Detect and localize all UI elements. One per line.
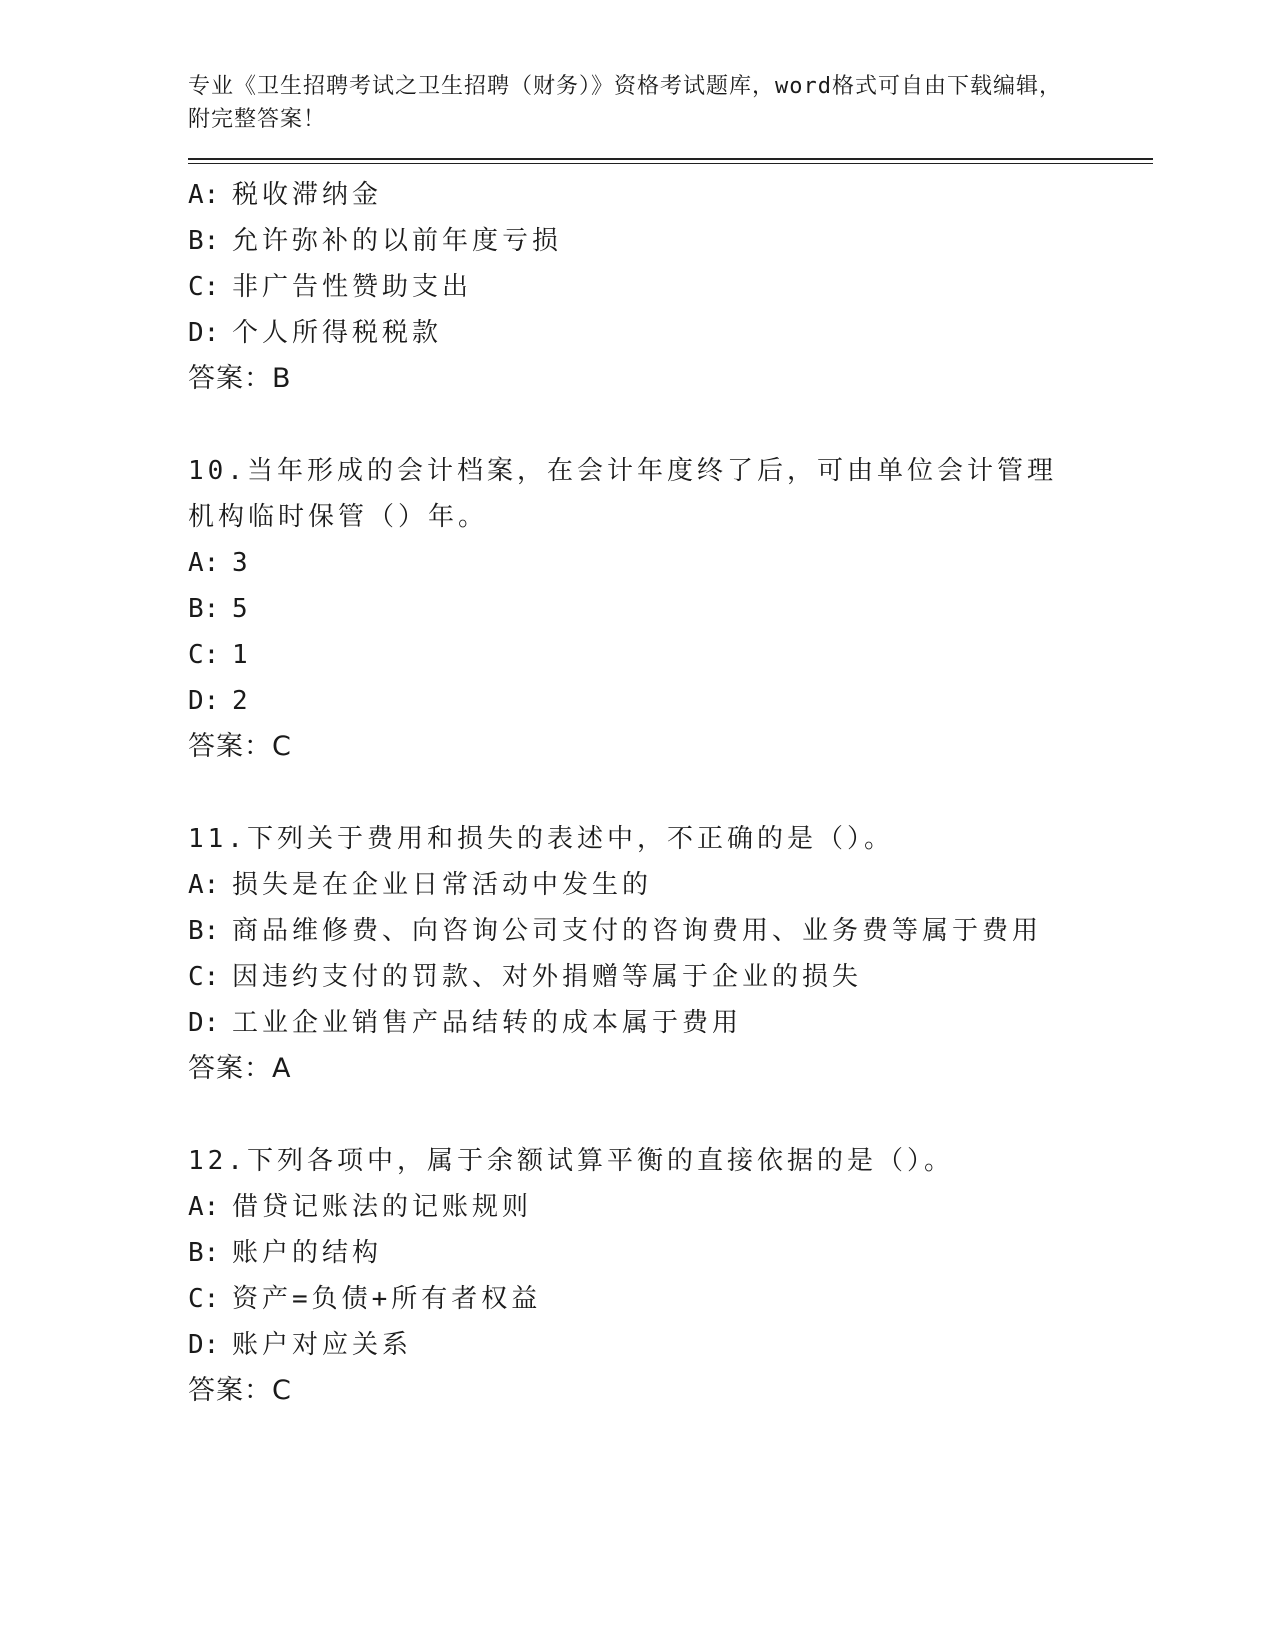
option-a — [188, 172, 1148, 218]
answer-line: 答案：B — [188, 363, 292, 394]
question-10 — [188, 448, 1148, 770]
option-text: 账户对应关系 — [232, 1330, 413, 1360]
option-label: C: — [188, 1284, 220, 1314]
option-text: 2 — [232, 686, 252, 716]
option-label: B: — [188, 226, 220, 256]
option-text: 因违约支付的罚款、对外捐赠等属于企业的损失 — [232, 962, 863, 992]
option-c — [188, 954, 1148, 1000]
option-d — [188, 310, 1148, 356]
document-header: 专业《卫生招聘考试之卫生招聘（财务）》资格考试题库，word格式可自由下载编辑，附完整答案！ — [188, 74, 1062, 132]
option-d — [188, 1000, 1148, 1046]
answer-line: 答案：C — [188, 1375, 292, 1406]
option-label: D: — [188, 686, 220, 716]
option-b — [188, 1230, 1148, 1276]
question-stem: 10.当年形成的会计档案，在会计年度终了后，可由单位会计管理机构临时保管（）年。 — [188, 456, 1057, 532]
option-text: 借贷记账法的记账规则 — [232, 1192, 533, 1222]
option-d — [188, 678, 1148, 724]
option-c — [188, 1276, 1148, 1322]
option-label: B: — [188, 916, 220, 946]
question-stem: 12.下列各项中，属于余额试算平衡的直接依据的是（）。 — [188, 1146, 954, 1176]
partial-question — [188, 172, 1148, 402]
option-label: B: — [188, 1238, 220, 1268]
option-label: D: — [188, 318, 220, 348]
option-label: D: — [188, 1008, 220, 1038]
answer-line: 答案：C — [188, 731, 292, 762]
document-page — [188, 70, 1148, 1414]
option-b — [188, 908, 1148, 954]
option-a — [188, 540, 1148, 586]
option-text: 商品维修费、向咨询公司支付的咨询费用、业务费等属于费用 — [232, 916, 1043, 946]
answer-line: 答案：A — [188, 1053, 292, 1084]
option-text: 1 — [232, 640, 252, 670]
option-d — [188, 1322, 1148, 1368]
option-label: A: — [188, 180, 220, 210]
question-11 — [188, 816, 1148, 1092]
option-c — [188, 632, 1148, 678]
option-text: 账户的结构 — [232, 1238, 383, 1268]
question-12 — [188, 1138, 1148, 1414]
option-text: 允许弥补的以前年度亏损 — [232, 226, 563, 256]
question-stem: 11.下列关于费用和损失的表述中，不正确的是（）。 — [188, 824, 894, 854]
option-text: 税收滞纳金 — [232, 180, 383, 210]
option-text: 5 — [232, 594, 252, 624]
option-text: 个人所得税税款 — [232, 318, 443, 348]
option-label: A: — [188, 548, 220, 578]
option-text: 工业企业销售产品结转的成本属于费用 — [232, 1008, 743, 1038]
option-a — [188, 1184, 1148, 1230]
option-text: 3 — [232, 548, 252, 578]
option-text: 资产=负债+所有者权益 — [232, 1284, 542, 1314]
option-b — [188, 586, 1148, 632]
option-b — [188, 218, 1148, 264]
option-a — [188, 862, 1148, 908]
option-text: 损失是在企业日常活动中发生的 — [232, 870, 653, 900]
option-text: 非广告性赞助支出 — [232, 272, 473, 302]
option-label: B: — [188, 594, 220, 624]
option-c — [188, 264, 1148, 310]
option-label: C: — [188, 272, 220, 302]
option-label: A: — [188, 1192, 220, 1222]
option-label: A: — [188, 870, 220, 900]
option-label: C: — [188, 640, 220, 670]
option-label: C: — [188, 962, 220, 992]
header-divider — [188, 158, 1153, 164]
option-label: D: — [188, 1330, 220, 1360]
